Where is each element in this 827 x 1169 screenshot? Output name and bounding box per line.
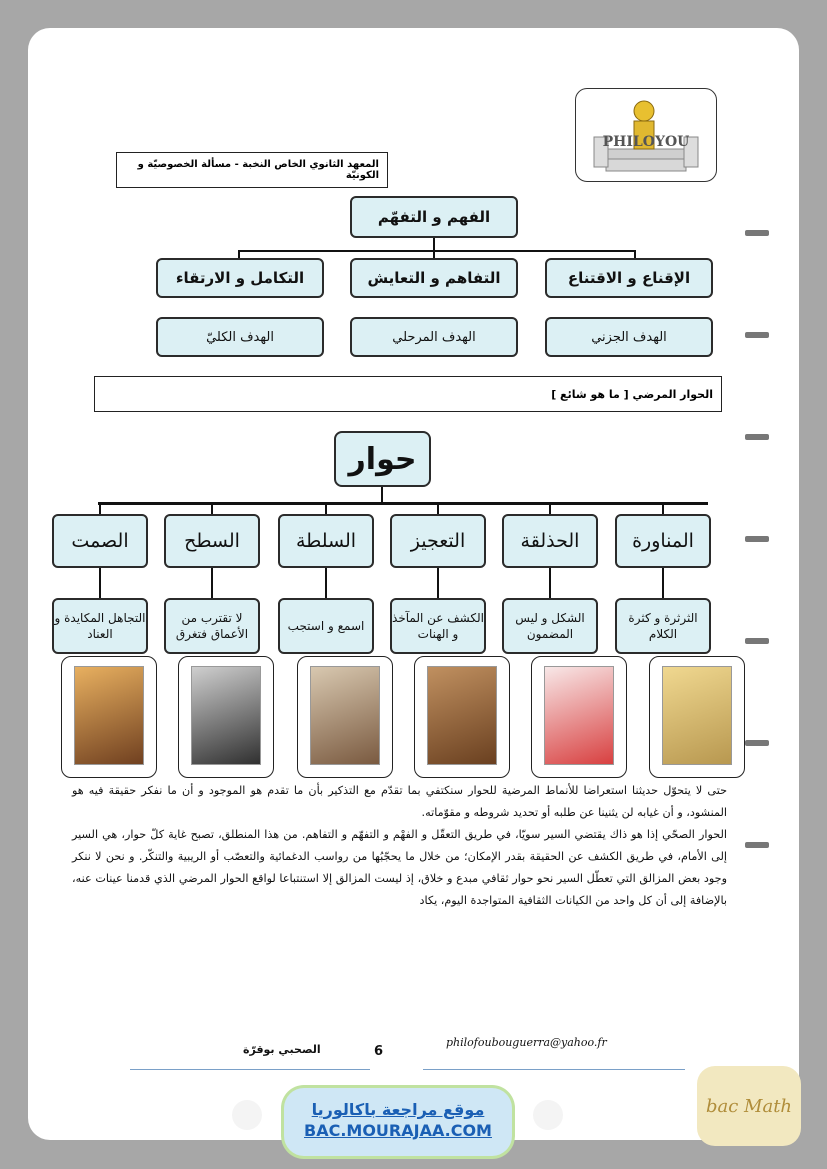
- illustration-image: [427, 666, 497, 765]
- connector: [211, 568, 213, 598]
- philosopher-statue-icon: [576, 89, 716, 181]
- illustration-frame: [414, 656, 510, 778]
- paragraph-2: الحوار الصحّي إذا هو ذاك يقتضي السير سويّا، في طريق التعقّل و الفهْم و التفهّم و التفاهم. من هذا المنطلق، تصبح غاية كلّ حوار، هي السير إلى الأمام، في طريق الكشف عن الحقيقة بقدر الإمكان؛ من خلال ما يحجّبُها من رواسب الدغمائية والتعصّب أو الريبية والتنكّر. و نحن لا ننكر وجود بعض المزالق التي تعطّل السير نحو حوار ثقافي مبدع و خلاق، إذ ليست المزالق إلا استنتباعا لواقع الحوار المرضي الذي قدمنا عينات عنه، بالإضافة إلى أن كل واحد من الكيانات الثقافية المتواجدة اليوم، يكاد: [72, 828, 727, 907]
- connector: [98, 502, 708, 505]
- diagram1-goal-total: الهدف الكليّ: [156, 317, 324, 357]
- footer-page-number: 6: [374, 1044, 384, 1059]
- diagram1-goal-partial: الهدف الجزني: [545, 317, 713, 357]
- diagram1-root: الفهم و التفهّم: [350, 196, 518, 238]
- connector: [437, 568, 439, 598]
- diagram2-description: الشكل و ليس المضمون: [502, 598, 598, 654]
- diagram2-category: الصمت: [52, 514, 148, 568]
- footer-rule-right: [423, 1069, 685, 1070]
- section-title: الحوار المرضي [ ما هو شائع ]: [94, 376, 722, 412]
- page: [28, 28, 799, 1140]
- right-book-icon: [533, 1100, 563, 1130]
- diagram2-description: الثرثرة و كثرة الكلام: [615, 598, 711, 654]
- connector: [662, 568, 664, 598]
- illustration-image: [191, 666, 261, 765]
- connector: [549, 568, 551, 598]
- diagram2-description: التجاهل المكايدة و العناد: [52, 598, 148, 654]
- diagram2-category: السطح: [164, 514, 260, 568]
- diagram2-description: لا تقترب من الأعماق فتغرق: [164, 598, 260, 654]
- footer-author: الصحبي بوقرّة: [243, 1043, 321, 1056]
- diagram2-root: حوار: [334, 431, 431, 487]
- banner-url[interactable]: BAC.MOURAJAA.COM: [304, 1121, 492, 1140]
- side-decoration: [745, 230, 775, 960]
- svg-text:PHILOYOU: PHILOYOU: [602, 134, 690, 150]
- illustration-frame: [531, 656, 627, 778]
- body-text: [72, 780, 727, 912]
- illustration-image: [544, 666, 614, 765]
- illustration-frame: [649, 656, 745, 778]
- illustration-frame: [178, 656, 274, 778]
- diagram1-branch-integration: التكامل و الارتقاء: [156, 258, 324, 298]
- diagram1-branch-coexistence: التفاهم و التعايش: [350, 258, 518, 298]
- left-book-icon: [232, 1100, 262, 1130]
- diagram1-branch-persuasion: الإقناع و الاقتناع: [545, 258, 713, 298]
- illustration-image: [310, 666, 380, 765]
- diagram2-description: الكشف عن المآخذ و الهنات: [390, 598, 486, 654]
- philoyou-logo: [575, 88, 717, 182]
- illustration-image: [662, 666, 732, 765]
- connector: [381, 487, 383, 503]
- diagram2-category: الحذلقة: [502, 514, 598, 568]
- diagram2-category: المناورة: [615, 514, 711, 568]
- illustration-image: [74, 666, 144, 765]
- footer-rule-left: [130, 1069, 370, 1070]
- footer-email: philofoubouguerra@yahoo.fr: [446, 1036, 607, 1049]
- diagram2-category: التعجيز: [390, 514, 486, 568]
- banner-title[interactable]: موقع مراجعة باكالوريا: [311, 1100, 485, 1119]
- connector: [99, 568, 101, 598]
- diagram2-category: السلطة: [278, 514, 374, 568]
- paragraph-1: حتى لا يتحوّل حديثنا استعراضا للأنماط المرضية للحوار سنكتفي بما تقدّم مع التذكير بأن ما تقدم هو الموجود و أن ما نفكر حقيقة فيه هو المنشود، و أن غيابه لن يثنينا عن طلبه أو تحديد شروطه و مقوّماته.: [72, 784, 727, 819]
- bac-math-badge: bac Math: [697, 1066, 801, 1146]
- connector: [325, 568, 327, 598]
- connector: [238, 250, 636, 252]
- diagram1-goal-stage: الهدف المرحلي: [350, 317, 518, 357]
- header-subtitle: المعهد الثانوي الخاص النخبة - مسألة الخصوصيّة و الكونيّة: [116, 152, 388, 188]
- illustration-frame: [297, 656, 393, 778]
- diagram2-description: اسمع و استجب: [278, 598, 374, 654]
- illustration-frame: [61, 656, 157, 778]
- site-banner[interactable]: [284, 1088, 512, 1156]
